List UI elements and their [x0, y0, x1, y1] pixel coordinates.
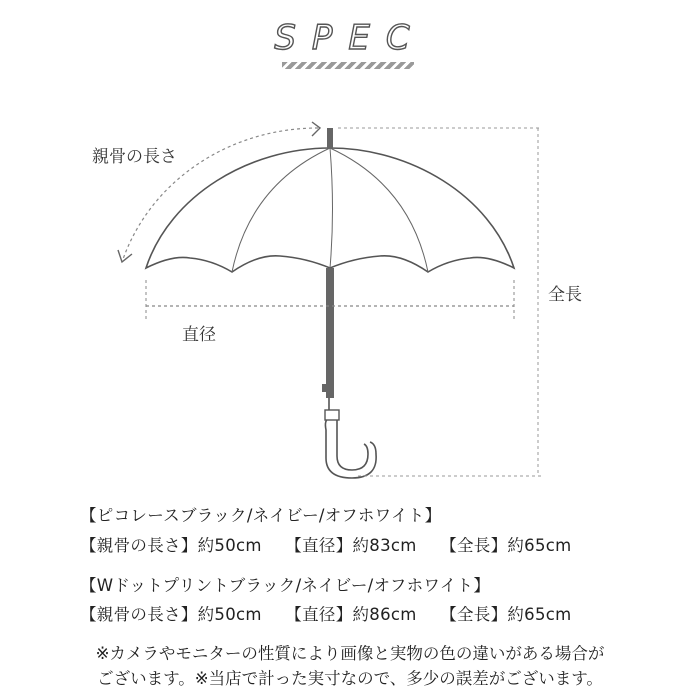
spec-title: SPEC [274, 18, 426, 58]
umbrella-rib [330, 148, 333, 268]
spec-product-name: 【ピコレースブラック/ネイビー/オフホワイト】 [80, 506, 442, 525]
spec-diameter: 【直径】約86cm [285, 605, 417, 624]
spec-total-length: 【全長】約65cm [440, 536, 572, 555]
umbrella-runner [322, 384, 328, 392]
umbrella-tip [327, 128, 333, 148]
spec-total-length: 【全長】約65cm [440, 605, 572, 624]
diameter-label: 直径 [182, 325, 216, 345]
umbrella-shaft [326, 268, 334, 398]
spec-rib-length: 【親骨の長さ】約50cm [80, 536, 262, 555]
spec-product-name: 【Wドットプリントブラック/ネイビー/オフホワイト】 [80, 576, 491, 595]
spec-measurements [80, 532, 572, 556]
umbrella-handle-inner [337, 418, 368, 470]
total-length-label: 全長 [548, 285, 582, 305]
rib-length-arrowhead-bottom [118, 250, 132, 262]
umbrella-canopy [146, 148, 514, 272]
spec-measurements [80, 601, 572, 625]
rib-length-label: 親骨の長さ [92, 147, 177, 167]
umbrella-collar [325, 410, 339, 420]
rib-length-arrowhead-top [312, 122, 320, 136]
disclaimer-line-1: ※カメラやモニターの性質により画像と実物の色の違いがある場合が [95, 644, 605, 663]
spec-diameter: 【直径】約83cm [285, 536, 417, 555]
umbrella-rib [232, 148, 330, 272]
umbrella-rib [330, 148, 428, 272]
spec-rib-length: 【親骨の長さ】約50cm [80, 605, 262, 624]
disclaimer-line-2: ございます。※当店で計った実寸なので、多少の誤差がございます。 [97, 669, 603, 688]
